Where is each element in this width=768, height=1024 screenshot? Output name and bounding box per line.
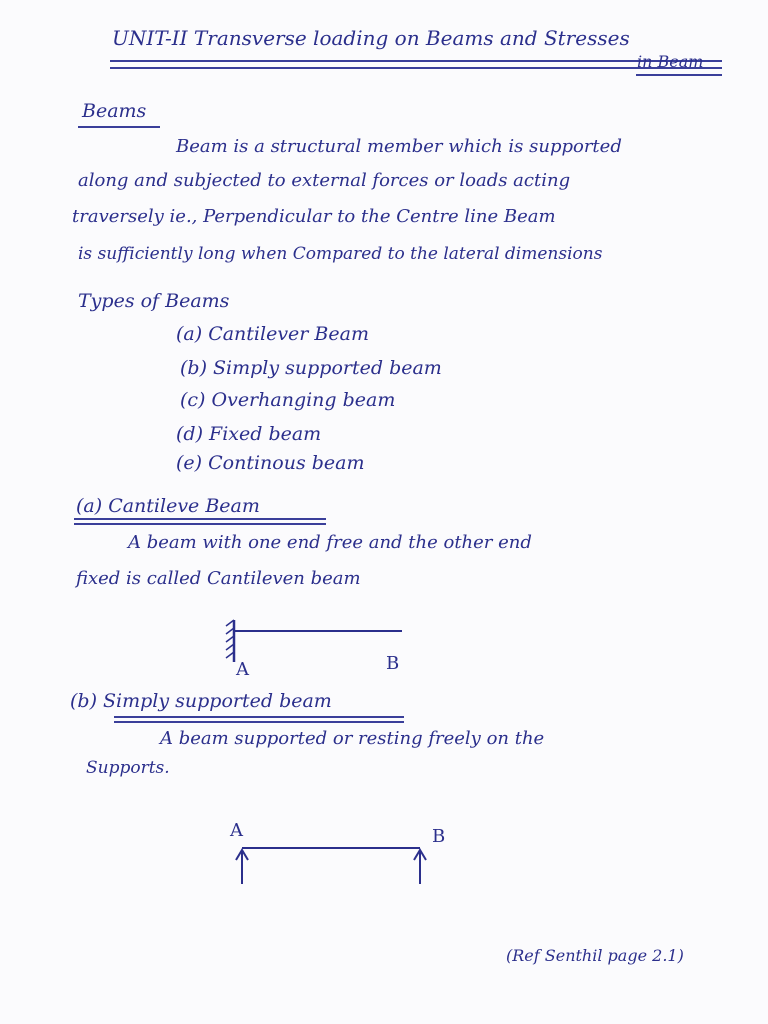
cantilever-line-2: fixed is called Cantileven beam: [76, 568, 361, 589]
cantilever-label-a: A: [236, 659, 249, 680]
simply-underline-1: [114, 716, 404, 718]
beams-heading: Beams: [82, 100, 147, 122]
type-item-simply-supported: (b) Simply supported beam: [180, 357, 442, 379]
cantilever-line-1: A beam with one end free and the other end: [128, 532, 532, 553]
simply-label-a: A: [230, 820, 243, 841]
reference-note: (Ref Senthil page 2.1): [506, 946, 684, 965]
type-item-overhanging: (c) Overhanging beam: [180, 389, 396, 411]
cantilever-label-b: B: [386, 653, 400, 674]
simply-label-b: B: [432, 826, 446, 847]
beams-para-line-2: along and subjected to external forces or loads acting: [78, 170, 571, 191]
beams-para-line-4: is sufficiently long when Compared to the lateral dimensions: [78, 244, 603, 264]
page-subtitle: in Beam: [637, 52, 704, 71]
simply-supported-heading: (b) Simply supported beam: [70, 690, 332, 712]
simply-underline-2: [114, 721, 404, 723]
type-item-continuous: (e) Continous beam: [176, 452, 365, 474]
type-item-cantilever: (a) Cantilever Beam: [176, 323, 369, 345]
cantilever-heading: (a) Cantileve Beam: [76, 495, 260, 517]
types-heading: Types of Beams: [78, 290, 230, 312]
cantilever-diagram: [226, 620, 402, 662]
beams-para-line-3: traversely ie., Perpendicular to the Centre line Beam: [72, 206, 556, 227]
simply-supported-line-1: A beam supported or resting freely on the: [160, 728, 545, 749]
simply-supported-diagram: [236, 848, 426, 884]
beams-para-line-1: Beam is a structural member which is supported: [176, 136, 622, 157]
page-title: UNIT-II Transverse loading on Beams and Stresses: [112, 26, 630, 50]
simply-supported-line-2: Supports.: [86, 758, 170, 778]
type-item-fixed: (d) Fixed beam: [176, 423, 322, 445]
